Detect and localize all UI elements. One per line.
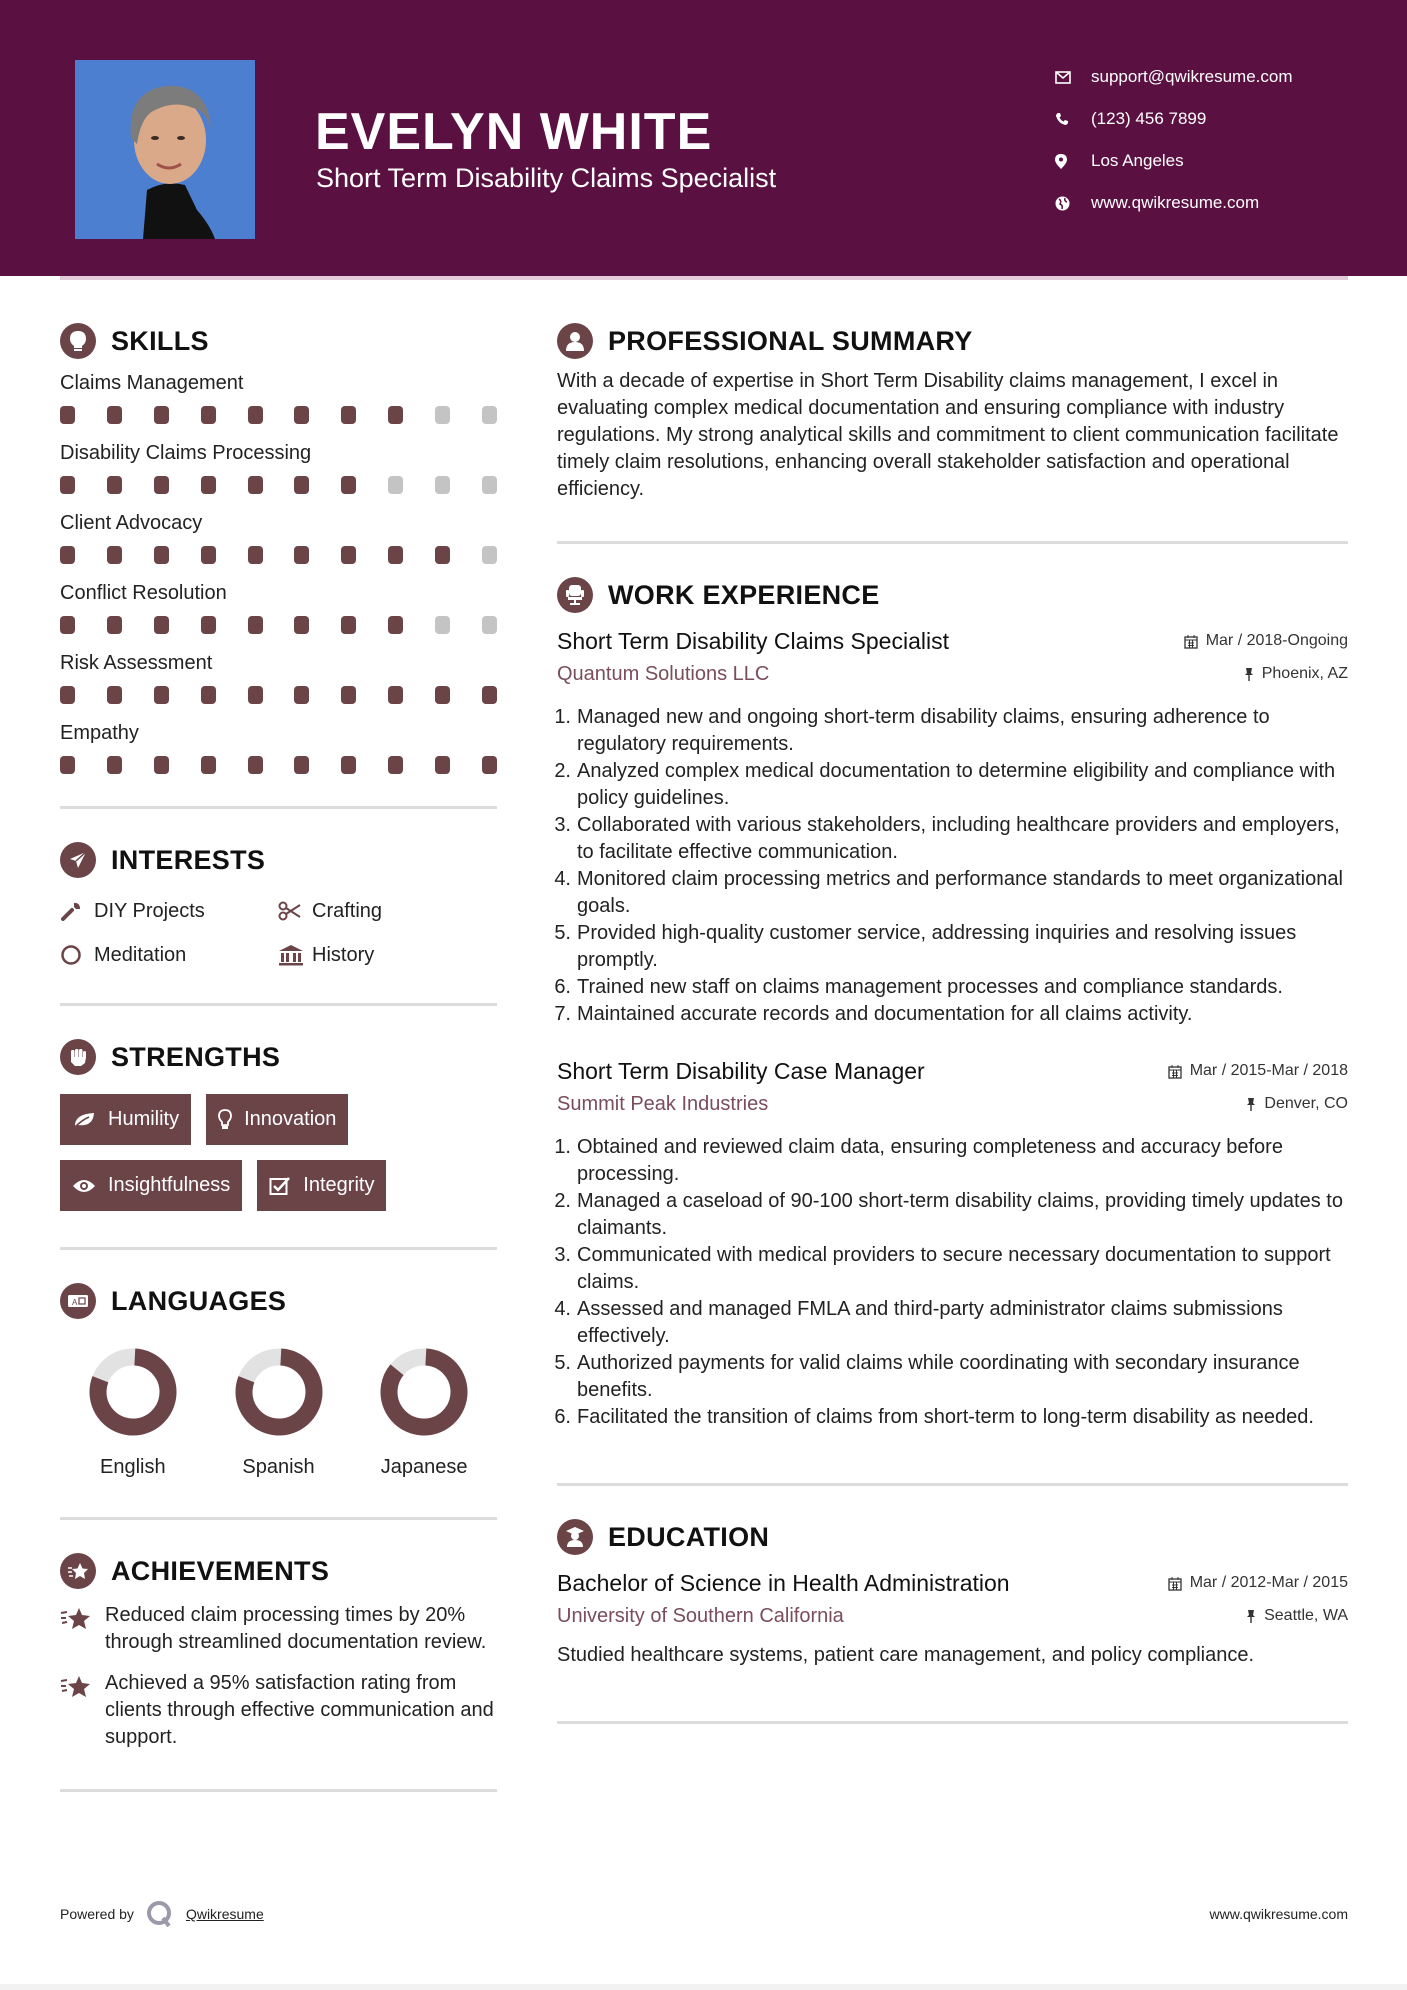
job-bullet: 7. Maintained accurate records and documentation for all claims activity. — [554, 1003, 1193, 1025]
education-dates — [1168, 1574, 1348, 1592]
rating-dot-filled — [201, 686, 216, 704]
interests-section — [60, 837, 497, 1006]
section-title: PROFESSIONAL SUMMARY — [608, 325, 973, 356]
skill-rating — [60, 756, 497, 784]
rating-dot-filled — [388, 686, 403, 704]
rating-dot-filled — [248, 616, 263, 634]
contact-website-text: www.qwikresume.com — [1091, 193, 1260, 212]
powered-by — [60, 1900, 264, 1928]
strength-label: Innovation — [244, 1108, 337, 1130]
strength-label: Integrity — [303, 1174, 375, 1196]
rating-dot-filled — [154, 756, 169, 774]
skill-rating — [60, 476, 497, 504]
circle-icon — [60, 944, 94, 966]
strength-label: Humility — [108, 1108, 180, 1130]
rating-dot-filled — [154, 546, 169, 564]
interest-label: Meditation — [94, 943, 187, 966]
candidate-name: EVELYN WHITE — [315, 103, 713, 161]
rating-dot-empty — [482, 616, 497, 634]
calendar-icon — [1168, 1064, 1182, 1079]
contact-website[interactable] — [1055, 182, 1293, 224]
rating-dot-empty — [435, 616, 450, 634]
job-bullet: 3. Collaborated with various stakeholders, including healthcare providers and employers, to facilitate effective communication. — [554, 814, 1340, 863]
office-chair-icon — [557, 577, 593, 613]
job-location: Phoenix, AZ — [1244, 665, 1348, 683]
paper-plane-icon — [60, 842, 96, 878]
rating-dot-filled — [107, 756, 122, 774]
language-item — [351, 1348, 497, 1479]
rating-dot-filled — [201, 756, 216, 774]
rating-dot-filled — [294, 546, 309, 564]
section-title: WORK EXPERIENCE — [608, 579, 880, 610]
job-bullet: 5. Authorized payments for valid claims while coordinating with secondary insurance benefits. — [554, 1352, 1300, 1401]
section-title: EDUCATION — [608, 1521, 770, 1552]
star-icon — [60, 1602, 105, 1656]
rating-dot-filled — [341, 546, 356, 564]
powered-by-label: Powered by — [60, 1906, 134, 1922]
rating-dot-filled — [154, 406, 169, 424]
skill-rating — [60, 686, 497, 714]
job-bullet: 6. Trained new staff on claims management processes and compliance standards. — [554, 976, 1283, 998]
fist-icon — [60, 1039, 96, 1075]
skill-rating — [60, 616, 497, 644]
rating-dot-filled — [154, 616, 169, 634]
rating-dot-filled — [107, 476, 122, 494]
rating-dot-filled — [201, 616, 216, 634]
rating-dot-filled — [341, 406, 356, 424]
rating-dot-filled — [60, 616, 75, 634]
section-divider — [60, 806, 497, 809]
language-donut-chart — [89, 1348, 177, 1436]
language-donut-chart — [380, 1348, 468, 1436]
section-title: LANGUAGES — [111, 1285, 287, 1316]
skill-name: Client Advocacy — [60, 512, 203, 534]
section-divider — [557, 1483, 1348, 1486]
rating-dot-filled — [201, 406, 216, 424]
education-location — [1246, 1607, 1348, 1625]
rating-dot-empty — [435, 476, 450, 494]
lightbulb-icon — [60, 323, 96, 359]
job-dates: Mar / 2015-Mar / 2018 — [1168, 1062, 1348, 1080]
profile-photo — [75, 60, 255, 239]
strengths-section — [60, 1034, 497, 1250]
pushpin-icon — [1246, 1097, 1256, 1111]
strength-chip — [60, 1094, 191, 1145]
language-label: Spanish — [242, 1456, 315, 1478]
rating-dot-filled — [201, 476, 216, 494]
section-divider — [60, 1789, 497, 1792]
rating-dot-filled — [248, 546, 263, 564]
section-divider — [60, 1517, 497, 1520]
job-location: Denver, CO — [1246, 1095, 1348, 1113]
rating-dot-filled — [388, 406, 403, 424]
rating-dot-filled — [60, 476, 75, 494]
section-title: INTERESTS — [111, 844, 266, 875]
rating-dot-filled — [107, 406, 122, 424]
skill-rating — [60, 546, 497, 574]
education-dates-text: Mar / 2012-Mar / 2015 — [1189, 1574, 1348, 1591]
strength-chip — [257, 1160, 386, 1211]
footer-url[interactable]: www.qwikresume.com — [1209, 1906, 1348, 1922]
eye-icon — [72, 1178, 96, 1194]
envelope-icon — [1055, 71, 1091, 84]
translate-icon — [60, 1283, 96, 1319]
rating-dot-filled — [294, 616, 309, 634]
job-bullet: 6. Facilitated the transition of claims from short-term to long-term disability as needed. — [554, 1406, 1314, 1428]
education-section — [557, 1514, 1348, 1724]
rating-dot-filled — [482, 756, 497, 774]
rating-dot-empty — [482, 546, 497, 564]
strengths-list — [60, 1094, 497, 1211]
rating-dot-filled — [341, 686, 356, 704]
language-label: English — [100, 1456, 166, 1478]
language-label: Japanese — [380, 1456, 468, 1478]
contact-email[interactable] — [1055, 56, 1293, 98]
rating-dot-filled — [294, 476, 309, 494]
contact-email-text: support@qwikresume.com — [1091, 67, 1293, 86]
rating-dot-empty — [388, 476, 403, 494]
rating-dot-filled — [341, 476, 356, 494]
rating-dot-filled — [294, 406, 309, 424]
rating-dot-filled — [107, 686, 122, 704]
languages-list — [60, 1348, 497, 1479]
company-name: Quantum Solutions LLC — [557, 662, 770, 685]
languages-section — [60, 1278, 497, 1520]
language-donut-chart — [235, 1348, 323, 1436]
interest-label: DIY Projects — [94, 899, 205, 922]
candidate-title: Short Term Disability Claims Specialist — [316, 163, 777, 193]
interest-label: Crafting — [312, 899, 383, 922]
skill-name: Claims Management — [60, 372, 244, 394]
phone-icon — [1055, 112, 1091, 126]
achievement-item — [60, 1602, 497, 1656]
footer — [60, 1900, 1348, 1928]
rating-dot-filled — [107, 616, 122, 634]
strength-label: Insightfulness — [108, 1174, 231, 1196]
skill-name: Disability Claims Processing — [60, 442, 312, 464]
job-bullet: 1. Managed new and ongoing short-term disability claims, ensuring adherence to regulatory requirements. — [554, 706, 1270, 755]
rating-dot-filled — [248, 406, 263, 424]
calendar-icon — [1168, 1576, 1182, 1591]
qwikresume-logo-icon — [146, 1900, 174, 1928]
skill-name: Empathy — [60, 722, 139, 744]
rating-dot-filled — [388, 616, 403, 634]
qwikresume-link[interactable]: Qwikresume — [185, 1906, 264, 1922]
rating-dot-filled — [60, 546, 75, 564]
rating-dot-filled — [60, 686, 75, 704]
language-item — [206, 1348, 352, 1479]
skills-section — [60, 318, 497, 809]
wrench-icon — [60, 900, 94, 922]
skill-name: Risk Assessment — [60, 652, 213, 674]
contact-location-text: Los Angeles — [1091, 151, 1184, 170]
contact-list — [1055, 56, 1293, 224]
experience-section — [554, 572, 1348, 1486]
resume-header — [0, 0, 1407, 276]
job-bullet: 5. Provided high-quality customer service, addressing inquiries and resolving issues promptly. — [554, 922, 1297, 971]
interest-item — [60, 939, 278, 971]
rating-dot-filled — [388, 756, 403, 774]
achievements-list — [60, 1602, 497, 1751]
job-title: Short Term Disability Claims Specialist — [557, 627, 949, 654]
rating-dot-empty — [482, 476, 497, 494]
interest-item — [60, 895, 278, 927]
right-column — [554, 318, 1348, 1724]
section-title: STRENGTHS — [111, 1041, 281, 1072]
checkbox-icon — [269, 1176, 291, 1196]
left-column — [60, 318, 497, 1792]
strength-chip — [206, 1094, 348, 1145]
contact-phone-text: (123) 456 7899 — [1091, 109, 1207, 128]
job-title: Short Term Disability Case Manager — [557, 1057, 925, 1084]
education-description: Studied healthcare systems, patient care management, and policy compliance. — [557, 1644, 1255, 1666]
job-entry — [554, 1054, 1348, 1431]
section-divider — [60, 1247, 497, 1250]
rating-dot-filled — [341, 756, 356, 774]
rating-dot-filled — [248, 476, 263, 494]
section-title: ACHIEVEMENTS — [111, 1555, 330, 1586]
rating-dot-filled — [60, 406, 75, 424]
rating-dot-filled — [294, 756, 309, 774]
page-bottom-edge — [0, 1984, 1407, 1990]
rating-dot-filled — [107, 546, 122, 564]
skill-name: Conflict Resolution — [60, 582, 227, 604]
job-dates: Mar / 2018-Ongoing — [1184, 632, 1348, 650]
globe-icon — [1055, 196, 1091, 211]
achievement-text: Reduced claim processing times by 20% through streamlined documentation review. — [105, 1604, 487, 1653]
rating-dot-empty — [435, 406, 450, 424]
job-bullets — [554, 704, 1348, 1028]
user-icon — [557, 323, 593, 359]
rating-dot-filled — [482, 686, 497, 704]
rating-dot-filled — [294, 686, 309, 704]
rating-dot-filled — [388, 546, 403, 564]
skills-list — [60, 372, 497, 784]
map-pin-icon — [1055, 154, 1091, 169]
section-divider — [557, 541, 1348, 544]
section-title: SKILLS — [111, 325, 209, 356]
language-item — [60, 1348, 206, 1479]
school-name: University of Southern California — [557, 1604, 844, 1627]
section-divider — [60, 1003, 497, 1006]
achievement-text: Achieved a 95% satisfaction rating from clients through effective communication and support. — [105, 1672, 494, 1748]
rating-dot-filled — [248, 756, 263, 774]
achievements-section — [60, 1548, 497, 1792]
company-name: Summit Peak Industries — [557, 1092, 769, 1115]
svg-text:A: A — [72, 1298, 78, 1307]
job-entry — [554, 624, 1348, 1028]
pushpin-icon — [1246, 1609, 1256, 1623]
job-bullet: 2. Analyzed complex medical documentation to determine eligibility and compliance with policy guidelines. — [554, 760, 1336, 809]
summary-text: With a decade of expertise in Short Term Disability claims management, I excel in evaluating complex medical documentation and ensuring compliance with industry regulations. My strong analytical skills and commitment to client communication facilitate timely claim resolutions, enhancing overall stakeholder satisfaction and operational efficiency. — [557, 370, 1339, 500]
rating-dot-filled — [435, 686, 450, 704]
rating-dot-filled — [201, 546, 216, 564]
section-divider — [557, 1721, 1348, 1724]
museum-icon — [278, 944, 312, 966]
rating-dot-filled — [435, 546, 450, 564]
contact-location — [1055, 140, 1293, 182]
interest-item — [278, 895, 496, 927]
rating-dot-filled — [154, 686, 169, 704]
degree-title: Bachelor of Science in Health Administration — [557, 1569, 1010, 1596]
strength-chip — [60, 1160, 242, 1211]
contact-phone[interactable] — [1055, 98, 1293, 140]
job-bullet: 1. Obtained and reviewed claim data, ensuring completeness and accuracy before processing. — [554, 1136, 1283, 1185]
lightbulb-icon — [218, 1109, 232, 1131]
interest-item — [278, 939, 496, 971]
star-icon — [60, 1670, 105, 1751]
star-badge-icon — [60, 1553, 96, 1589]
job-bullets — [554, 1134, 1348, 1431]
header-divider — [60, 276, 1348, 280]
rating-dot-filled — [154, 476, 169, 494]
pushpin-icon — [1244, 667, 1254, 681]
education-location-text: Seattle, WA — [1264, 1607, 1348, 1624]
skill-rating — [60, 406, 497, 434]
interests-list — [60, 895, 497, 971]
achievement-item — [60, 1670, 497, 1751]
scissors-icon — [278, 901, 312, 921]
job-bullet: 4. Monitored claim processing metrics and performance standards to meet organizational goals. — [554, 868, 1343, 917]
rating-dot-filled — [248, 686, 263, 704]
job-bullet: 3. Communicated with medical providers to secure necessary documentation to support claims. — [554, 1244, 1331, 1293]
calendar-icon — [1184, 634, 1198, 649]
graduate-icon — [557, 1519, 593, 1555]
summary-section — [557, 318, 1348, 544]
jobs-list — [554, 624, 1348, 1431]
interest-label: History — [312, 943, 375, 966]
leaf-icon — [72, 1111, 96, 1129]
rating-dot-filled — [435, 756, 450, 774]
rating-dot-filled — [60, 756, 75, 774]
job-bullet: 4. Assessed and managed FMLA and third-party administrator claims submissions effectively. — [554, 1298, 1283, 1347]
rating-dot-empty — [482, 406, 497, 424]
rating-dot-filled — [341, 616, 356, 634]
job-bullet: 2. Managed a caseload of 90-100 short-term disability claims, providing timely updates to claimants. — [554, 1190, 1343, 1239]
